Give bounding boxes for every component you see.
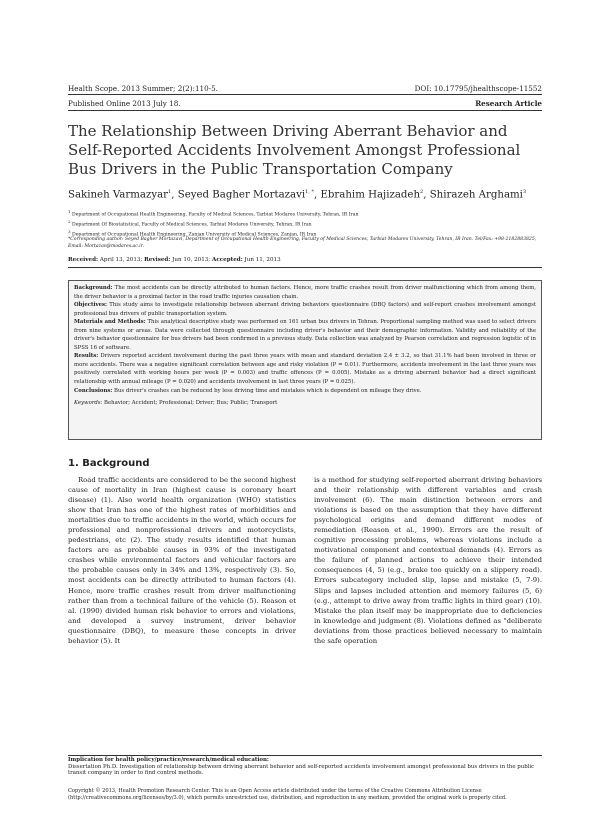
article-type: Research Article bbox=[475, 99, 542, 108]
paragraph: is a method for studying self-reported aberrant driving behaviors and their relationship with different variables and crash involvement (6). The main distinction between errors and violations is based on the assumption that they have different psychological origins and demand different modes of remediation (Reason et al., 1990). Errors are the result of cognitive processing problems, whereas violations include a motivational component and contextual demands (4). Errors as the failure of planned actions to achieve their intended consequences (4, 5) (e.g., brake too quickly on a slippery road). Errors subcategory included slip, lapse and mistake (5, 7-9). Slips and lapses included attention and memory failures (5, 6) (e.g., attempt to drive away from traffic lights in third gear) (10). Mistake the plan itself may be inappropriate due to deficiencies in knowledge and judgment (8). Violations defined as "deliberate deviations from those practices believed necessary to maintain the safe operation bbox=[314, 476, 542, 645]
affiliations bbox=[68, 209, 542, 239]
affiliation: $^3$ Department of Occupational Health Engineering, Zanjan University of Medical Sciences, Zanjan, IR Iran bbox=[68, 229, 317, 238]
footer-rule bbox=[68, 755, 542, 756]
affiliation: $^2$ Department Of Biostatistical, Faculty of Medical Sciences, Tarbiat Modares University, Tehran, IR Iran bbox=[68, 219, 312, 228]
article-title: The Relationship Between Driving Aberrant Behavior and Self-Reported Accidents Involvement Amongst Professional Bus Drivers in the Public Transportation Company bbox=[68, 122, 521, 178]
published-date: Published Online 2013 July 18. bbox=[68, 99, 181, 108]
running-header bbox=[68, 84, 542, 93]
implication-box: Implication for health policy/practice/research/medical education: Dissertation Ph.D. Investigation of relationship between driving aberrant behavior and self-reported accidents involvement amongst professional bus drivers in the public transit company in order to find control methods. bbox=[68, 757, 535, 777]
subheader-rule bbox=[68, 110, 542, 111]
section-heading: 1. Background bbox=[68, 458, 150, 469]
dates-rule bbox=[68, 267, 542, 268]
author-affil-sup: 3 bbox=[522, 189, 527, 195]
abstract-objectives: Objectives: This study aims to investigate relationship between aberrant driving behaviors questionnaire (DBQ factors) and self-report crashes involvement amongst professional bus drivers of public transportation system. bbox=[74, 302, 536, 317]
abstract-methods: Materials and Methods: This analytical descriptive study was performed on 161 urban bus drivers in Tehran. Proportional sampling method was used to select drivers from nine systems or areas. Data were collected through questionnaire including driver's behavior and their demographic information. Validity and reliability of the driver's behavior questionnaire for bus drivers had been confirmed in a previous study. Data collection was analyzed by Pearson correlation and regression logistic of in SPSS 16 of software. bbox=[74, 319, 537, 351]
paragraph: Road traffic accidents are considered to be the second highest cause of mortality in Iran (highest cause is coronary heart disease) (1). Also world health organization (WHO) statistics show that Iran has one of the highest rates of morbidities and mortalities due to traffic accidents in the world, which occurs for professional and nonprofessional drivers and motorcyclists, pedestrians, etc (2). The study results identified that human factors are as probable causes in 93% of the investigated crashes while environmental factors and vehicular factors are the probable causes only in 34% and 13%, respectively (3). So, most accidents can be directly attributed to human factors (4). Hence, more traffic crashes result from driver malfunctioning rather than from a technical failure of the vehicle (5). Reason et al. (1990) divided human risk behavior to errors and violations, and developed a survey instrument, driver behavior questionnaire (DBQ), to measure these concepts in driver behavior (5). It bbox=[68, 476, 296, 645]
abstract-keywords: Keywords: Behavior; Accident; Professional; Driver; Bus; Public; Transport bbox=[74, 400, 278, 407]
author-name: Shirazeh Arghami bbox=[429, 189, 523, 201]
body-column-left bbox=[68, 475, 296, 646]
article-dates: Received: April 13, 2013; Revised: Jun 10, 2013; Accepted: Jun 11, 2013 bbox=[68, 257, 281, 263]
author-name: Ebrahim Hajizadeh bbox=[320, 189, 421, 201]
journal-citation: Health Scope. 2013 Summer; 2(2):110-5. bbox=[68, 84, 218, 93]
author-affil-sup: 1 bbox=[168, 189, 172, 195]
abstract-box bbox=[68, 280, 542, 440]
header-rule bbox=[68, 94, 542, 95]
abstract-results: Results: Drivers reported accident involvement during the past three years with mean and standard deviation 2.4 ± 3.2, so that 31.1% had been involved in three or more accidents. There was a negative significant correlation between age and risky violation (P = 0.01). Furthermore, accidents involvement in the last three years was positively correlated with working hours per week (P = 0.003) and traffic offences (P = 0.005). Mistake as a driving aberrant behavior had a direct significant relationship with annual mileage (P = 0.020) and accidents involvement in last three years (P = 0.025). bbox=[74, 353, 536, 386]
doi[interactable]: DOI: 10.17795/jhealthscope-11552 bbox=[414, 84, 542, 93]
copyright-notice: Copyright © 2013, Health Promotion Research Center. This is an Open Access article distributed under the terms of the Creative Commons Attribution License (http://creativecommons.org/licenses/by/3.0), which permits unrestricted use, distribution, and reproduction in any medium, provided the original work is properly cited. bbox=[68, 788, 507, 801]
author-name: Sakineh Varmazyar bbox=[68, 189, 169, 201]
author-list: Sakineh Varmazyar$^1$, Seyed Bagher Mortazavi$^{1, *}$, Ebrahim Hajizadeh$^2$, Shirazeh Arghami$^3$ bbox=[68, 189, 527, 201]
body-column-right bbox=[314, 475, 542, 646]
author-name: Seyed Bagher Mortazavi bbox=[177, 189, 306, 201]
author-affil-sup: 1, * bbox=[305, 189, 314, 195]
corresponding-author: *Corresponding author: Seyed Bagher Mortazavi, Department of Occupational Health Engineering, Faculty of Medical Sciences, Tarbiat Modares University, Tehran, IR Iran. Tel/Fax: +98-2182883825, Email: Mortazav@modares.ac.ir. bbox=[68, 237, 537, 249]
publication-line bbox=[68, 99, 542, 108]
abstract-background: Background: The most accidents can be directly attributed to human factors. Hence, more traffic crashes result from driver malfunctioning which from among them, the driver behavior is a proximal factor in the road traffic injuries causation chain. bbox=[74, 285, 536, 300]
author-affil-sup: 2 bbox=[420, 189, 424, 195]
abstract-conclusions: Conclusions: Bus driver's crashes can be reduced by less driving time and mistakes which is dependent on mileage they drive. bbox=[74, 387, 422, 394]
affiliation: $^1$ Department of Occupational Health Engineering, Faculty of Medical Sciences, Tarbiat Modares University, Tehran, IR Iran bbox=[68, 209, 359, 218]
